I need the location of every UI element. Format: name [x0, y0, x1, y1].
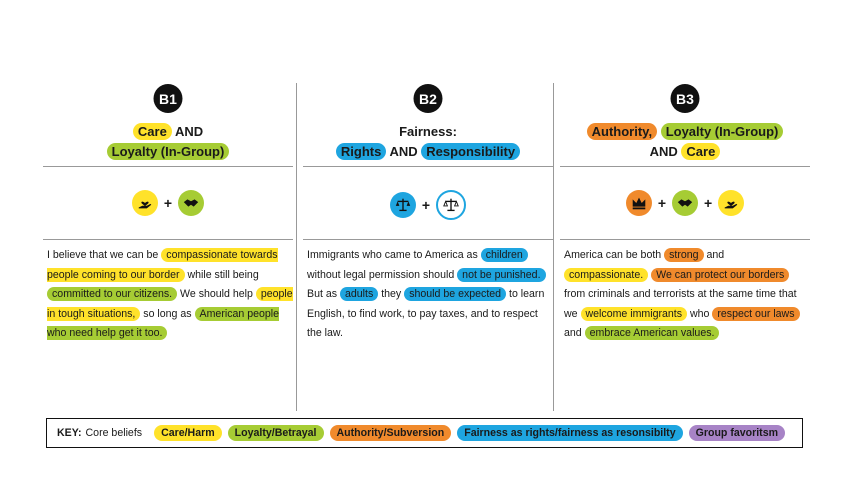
body-part-1: strong — [664, 248, 703, 262]
heading-line1-part-0: Authority, — [587, 123, 657, 140]
key-legend — [46, 418, 803, 448]
body-part-6: from criminals and terrorists at the same time that we — [564, 288, 797, 320]
body-part-7: American people who need help get it too. — [47, 307, 280, 339]
column-body-text — [47, 246, 293, 344]
column-body-text — [307, 246, 553, 344]
moral-icons — [43, 190, 293, 216]
body-part-1: compassionate towards people coming to our border — [47, 249, 278, 281]
body-part-0: I believe that we can be — [47, 249, 162, 261]
key-item-4: Group favoritsm — [689, 425, 785, 441]
body-part-5: people in tough situations, — [47, 288, 293, 320]
moral-icons — [560, 190, 810, 216]
divider-2 — [553, 83, 554, 411]
body-part-9: respect our laws — [712, 307, 799, 321]
rule-top — [43, 166, 293, 167]
loyalty-icon — [672, 190, 698, 216]
body-part-4: We should help — [177, 288, 256, 300]
heading-line2-part-0: Rights — [336, 143, 386, 160]
body-part-0: Immigrants who came to America as — [307, 249, 481, 261]
body-part-3: not be punished. — [457, 268, 545, 282]
badge-b2: B2 — [414, 84, 443, 113]
moral-icons — [303, 190, 553, 220]
body-part-7: welcome immigrants — [581, 307, 688, 321]
care-icon — [718, 190, 744, 216]
key-text: Core beliefs — [85, 427, 143, 439]
body-part-1: children — [481, 248, 528, 262]
body-part-6: so long as — [140, 307, 195, 320]
heading-line2-part-0: AND — [649, 144, 682, 159]
body-part-8: who — [687, 307, 713, 320]
column-heading — [560, 122, 810, 162]
body-part-5: adults — [340, 287, 378, 301]
heading-line1-part-0: Care — [133, 123, 172, 140]
body-part-0: America can be both — [564, 249, 665, 261]
body-part-3: compassionate. — [564, 268, 648, 282]
body-part-2: without legal permission should — [307, 268, 458, 281]
body-part-2: while still being — [184, 268, 259, 281]
plus-sign: + — [421, 197, 431, 213]
plus-sign: + — [704, 195, 713, 211]
heading-line2-part-1: Care — [681, 143, 720, 160]
body-part-10: and — [564, 327, 585, 339]
plus-sign: + — [657, 195, 666, 211]
column-body-text — [564, 246, 810, 344]
body-part-2: and — [703, 249, 725, 261]
heading-line2-part-2: Responsibility — [421, 143, 520, 160]
rule-bottom — [43, 239, 293, 240]
care-icon — [132, 190, 158, 216]
key-item-2: Authority/Subversion — [330, 425, 452, 441]
heading-line2-part-0: Loyalty (In-Group) — [107, 143, 230, 160]
heading-line1-part-2: Loyalty (In-Group) — [661, 123, 784, 140]
loyalty-icon — [178, 190, 204, 216]
body-part-6: they — [378, 288, 405, 300]
key-item-0: Care/Harm — [154, 425, 222, 441]
fairness-rights-icon — [390, 192, 416, 218]
body-part-11: embrace American values. — [585, 326, 720, 340]
heading-line2-part-1: AND — [386, 144, 422, 159]
badge-b3: B3 — [671, 84, 700, 113]
plus-sign: + — [163, 195, 173, 211]
authority-icon — [626, 190, 652, 216]
key-label: KEY: — [57, 427, 82, 439]
column-heading — [303, 122, 553, 162]
body-part-4: But as — [307, 288, 340, 300]
column-heading — [43, 122, 293, 162]
fairness-responsibility-icon — [436, 190, 466, 220]
key-item-1: Loyalty/Betrayal — [228, 425, 324, 441]
rule-bottom — [303, 239, 553, 240]
heading-line1-part-0: Fairness: — [399, 124, 457, 139]
rule-top — [303, 166, 553, 167]
body-part-5: We can protect our borders — [651, 268, 789, 282]
rule-top — [560, 166, 810, 167]
key-item-3: Fairness as rights/fairness as resonsibilty — [457, 425, 682, 441]
rule-bottom — [560, 239, 810, 240]
heading-line1-part-1: AND — [171, 124, 204, 139]
body-part-3: committed to our citizens. — [47, 287, 177, 301]
body-part-8: to learn English, to find work, to pay taxes, and to respect the law. — [307, 288, 545, 339]
badge-b1: B1 — [154, 84, 183, 113]
body-part-7: should be expected — [404, 287, 506, 301]
divider-1 — [296, 83, 297, 411]
